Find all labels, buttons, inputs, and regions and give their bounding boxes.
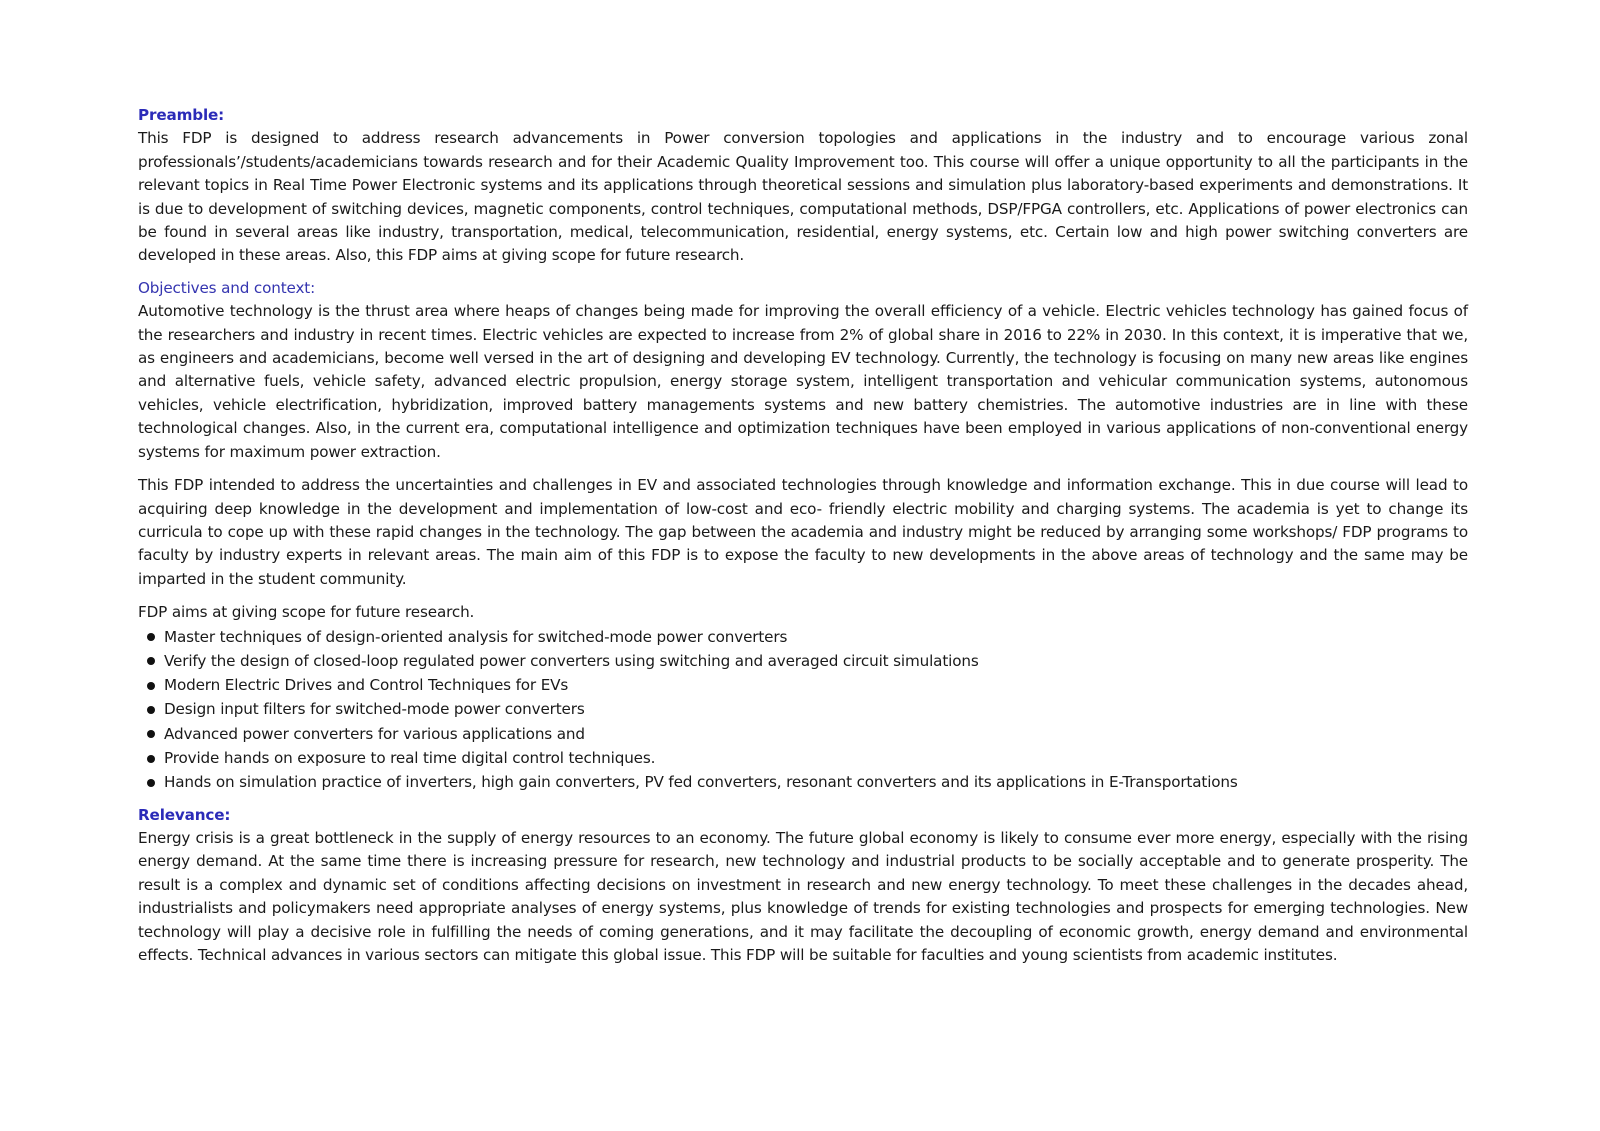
document-page [138,104,1468,967]
objectives-paragraph-1: Automotive technology is the thrust area where heaps of changes being made for improving the overall efficiency of a vehicle. Electric vehicles technology has gained focus of the researchers and industry in recent times. Electric vehicles are expected to increase from 2% of global share in 2016 to 22% in 2030. In this context, it is imperative that we, as engineers and academicians, become well versed in the art of designing and developing EV technology. Currently, the technology is focusing on many new areas like engines and alternative fuels, vehicle safety, advanced electric propulsion, energy storage system, intelligent transportation and vehicular communication systems, autonomous vehicles, vehicle electrification, hybridization, improved battery managements systems and new battery chemistries. The automotive industries are in line with these technological changes. Also, in the current era, computational intelligence and optimization techniques have been employed in various applications of non-conventional energy systems for maximum power extraction. [138,302,1468,461]
list-item [138,697,1468,721]
list-item-text: Advanced power converters for various applications and [164,724,585,743]
objectives-section [138,277,1468,795]
list-item-text: Verify the design of closed-loop regulated power converters using switching and averaged circuit simulations [164,651,979,670]
preamble-section [138,104,1468,268]
aims-list [138,625,1468,795]
objectives-heading: Objectives and context: [138,278,316,297]
bullet-icon [147,706,155,714]
objectives-paragraph-2: This FDP intended to address the uncertainties and challenges in EV and associated technologies through knowledge and information exchange. This in due course will lead to acquiring deep knowledge in the development and implementation of low-cost and eco- friendly electric mobility and charging systems. The academia is yet to change its curricula to cope up with these rapid changes in the technology. The gap between the academia and industry might be reduced by arranging some workshops/ FDP programs to faculty by industry experts in relevant areas. The main aim of this FDP is to expose the faculty to new developments in the above areas of technology and the same may be imparted in the student community. [138,476,1468,588]
list-item [138,625,1468,649]
relevance-section [138,804,1468,968]
list-item [138,770,1468,794]
bullet-icon [147,730,155,738]
list-item [138,722,1468,746]
list-item-text: Design input filters for switched-mode power converters [164,700,585,719]
bullet-icon [147,657,155,665]
list-item-text: Modern Electric Drives and Control Techniques for EVs [164,676,569,695]
list-item-text: Master techniques of design-oriented analysis for switched-mode power converters [164,627,788,646]
bullet-icon [147,682,155,690]
list-item [138,673,1468,697]
preamble-heading: Preamble: [138,106,225,124]
aims-intro: FDP aims at giving scope for future research. [138,603,475,622]
list-item [138,649,1468,673]
list-item-text: Provide hands on exposure to real time digital control techniques. [164,749,656,768]
bullet-icon [147,633,155,641]
relevance-heading: Relevance: [138,805,231,824]
list-item-text: Hands on simulation practice of inverters, high gain converters, PV fed converters, resonant converters and its applications in E-Transportations [164,773,1238,792]
list-item [138,746,1468,770]
bullet-icon [147,755,155,763]
preamble-text: This FDP is designed to address research advancements in Power conversion topologies and applications in the industry and to encourage various zonal professionals’/students/academicians towards research and for their Academic Quality Improvement too. This course will offer a unique opportunity to all the participants in the relevant topics in Real Time Power Electronic systems and its applications through theoretical sessions and simulation plus laboratory-based experiments and demonstrations. It is due to development of switching devices, magnetic components, control techniques, computational methods, DSP/FPGA controllers, etc. Applications of power electronics can be found in several areas like industry, transportation, medical, telecommunication, residential, energy systems, etc. Certain low and high power switching converters are developed in these areas. Also, this FDP aims at giving scope for future research. [138,129,1468,265]
bullet-icon [147,779,155,787]
relevance-text: Energy crisis is a great bottleneck in the supply of energy resources to an economy. The future global economy is likely to consume ever more energy, especially with the rising energy demand. At the same time there is increasing pressure for research, new technology and industrial products to be socially acceptable and to generate prosperity. The result is a complex and dynamic set of conditions affecting decisions on investment in research and new energy technology. To meet these challenges in the decades ahead, industrialists and policymakers need appropriate analyses of energy systems, plus knowledge of trends for existing technologies and prospects for emerging technologies. New technology will play a decisive role in fulfilling the needs of coming generations, and it may facilitate the decoupling of economic growth, energy demand and environmental effects. Technical advances in various sectors can mitigate this global issue. This FDP will be suitable for faculties and young scientists from academic institutes. [138,829,1468,965]
